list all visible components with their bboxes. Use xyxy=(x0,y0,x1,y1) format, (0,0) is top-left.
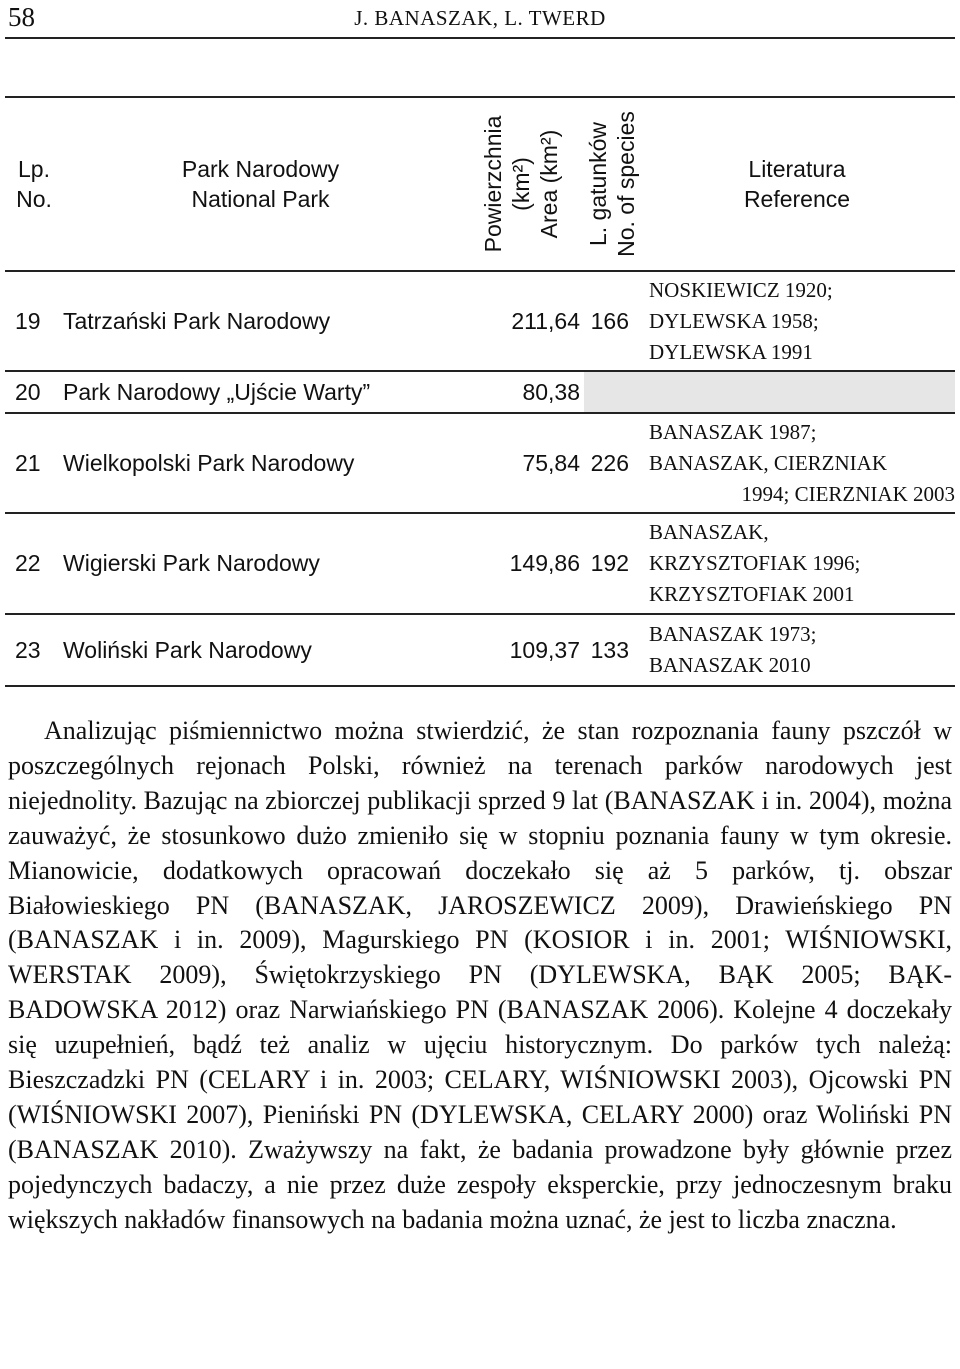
reference-header xyxy=(639,97,955,271)
park-name: Woliński Park Narodowy xyxy=(63,636,312,663)
park-name: Park Narodowy „Ujście Warty” xyxy=(63,378,371,405)
park-name: Tatrzański Park Narodowy xyxy=(63,307,331,334)
reference-cell-empty xyxy=(639,371,955,413)
reference-header-en: Reference xyxy=(743,186,851,212)
species-count: 133 xyxy=(590,636,629,663)
reference-line: BANASZAK 1973; xyxy=(649,622,817,646)
page-number: 58 xyxy=(8,2,35,32)
row-number: 19 xyxy=(15,307,41,334)
running-header xyxy=(0,0,960,36)
table-row xyxy=(5,271,955,371)
table-row xyxy=(5,513,955,614)
park-name: Wigierski Park Narodowy xyxy=(63,550,320,576)
species-table xyxy=(5,96,955,687)
reference-cell xyxy=(639,413,955,513)
row-number: 20 xyxy=(15,378,41,405)
reference-cell xyxy=(639,271,955,371)
reference-line: BANASZAK 2010 xyxy=(649,653,811,677)
running-title: J. BANASZAK, L. TWERD xyxy=(354,6,606,30)
table-row xyxy=(5,413,955,513)
reference-line: BANASZAK, CIERZNIAK xyxy=(649,450,887,475)
row-number: 21 xyxy=(15,449,41,476)
area-header xyxy=(458,97,584,271)
species-header-pl: L. gatunków xyxy=(584,121,611,247)
reference-line: KRZYSZTOFIAK 1996; xyxy=(649,551,861,575)
header-rule xyxy=(5,37,955,39)
table-row xyxy=(5,614,955,686)
reference-line: 1994; CIERZNIAK 2003 xyxy=(741,481,955,506)
park-area: 149,86 xyxy=(509,550,580,576)
species-count: 166 xyxy=(590,307,629,334)
reference-line: DYLEWSKA 1958; xyxy=(649,308,819,333)
park-header xyxy=(63,97,458,271)
reference-line: NOSKIEWICZ 1920; xyxy=(649,277,833,302)
row-number: 22 xyxy=(15,550,41,576)
reference-cell xyxy=(639,513,955,614)
table-row xyxy=(5,371,955,413)
lp-header-pl: Lp. xyxy=(18,156,50,182)
species-count: 192 xyxy=(590,550,629,576)
area-header-unit: (km²) xyxy=(508,157,534,211)
species-count: 226 xyxy=(590,449,629,476)
park-area: 80,38 xyxy=(522,378,580,405)
area-header-en: Area (km²) xyxy=(536,129,562,239)
reference-line: BANASZAK, xyxy=(649,520,769,544)
species-header-en: No. of species xyxy=(612,111,639,257)
reference-line: BANASZAK 1987; xyxy=(649,419,817,444)
park-area: 75,84 xyxy=(522,449,580,476)
park-area: 211,64 xyxy=(511,307,580,334)
area-header-pl: Powierzchnia xyxy=(480,115,506,253)
park-header-en: National Park xyxy=(191,186,330,212)
reference-header-pl: Literatura xyxy=(748,156,846,182)
lp-header xyxy=(5,97,63,271)
park-area: 109,37 xyxy=(509,636,580,663)
park-name: Wielkopolski Park Narodowy xyxy=(63,449,355,476)
reference-cell xyxy=(639,614,955,686)
reference-line: KRZYSZTOFIAK 2001 xyxy=(649,582,855,606)
species-header xyxy=(584,97,639,271)
reference-line: DYLEWSKA 1991 xyxy=(649,339,813,364)
row-number: 23 xyxy=(15,636,41,663)
lp-header-en: No. xyxy=(16,186,52,212)
table-header-row xyxy=(5,97,955,271)
body-paragraph: Analizując piśmiennictwo można stwierdzić, że stan rozpoznania fauny pszczół w poszczególnych rejonach Polski, również na terenach parków narodowych jest niejednolity. Bazując na zbiorczej publikacji sprzed 9 lat (BANASZAK i in. 2004), można zauważyć, że stosunkowo dużo zmieniło się w stopniu poznania fauny w tym okresie. Mianowicie, dodatkowych opracowań doczekało się aż 5 parków, tj. obszar Białowieskiego PN (BANASZAK, JAROSZEWICZ 2009), Drawieńskiego PN (BANASZAK i in. 2009), Magurskiego PN (KOSIOR i in. 2001; WIŚNIOWSKI, WERSTAK 2009), Świętokrzyskiego PN (DYLEWSKA, BĄK 2005; BĄK-BADOWSKA 2012) oraz Narwiańskiego PN (BANASZAK 2006). Kolejne 4 doczekały się uzupełnień, bądź też analiz w ujęciu historycznym. Do parków tych należą: Bieszczadzki PN (CELARY i in. 2003; CELARY, WIŚNIOWSKI 2003), Ojcowski PN (WIŚNIOWSKI 2007), Pieniński PN (DYLEWSKA, CELARY 2000) oraz Woliński PN (BANASZAK 2010). Zważywszy na fakt, że badania prowadzone były głównie przez pojedynczych badaczy, a nie przez duże zespoły eksperckie, przy jednoczesnym braku większych nakładów finansowych na badania można uznać, że jest to liczba znaczna. xyxy=(8,716,952,1234)
park-header-pl: Park Narodowy xyxy=(181,156,340,182)
species-count-empty xyxy=(584,371,639,413)
